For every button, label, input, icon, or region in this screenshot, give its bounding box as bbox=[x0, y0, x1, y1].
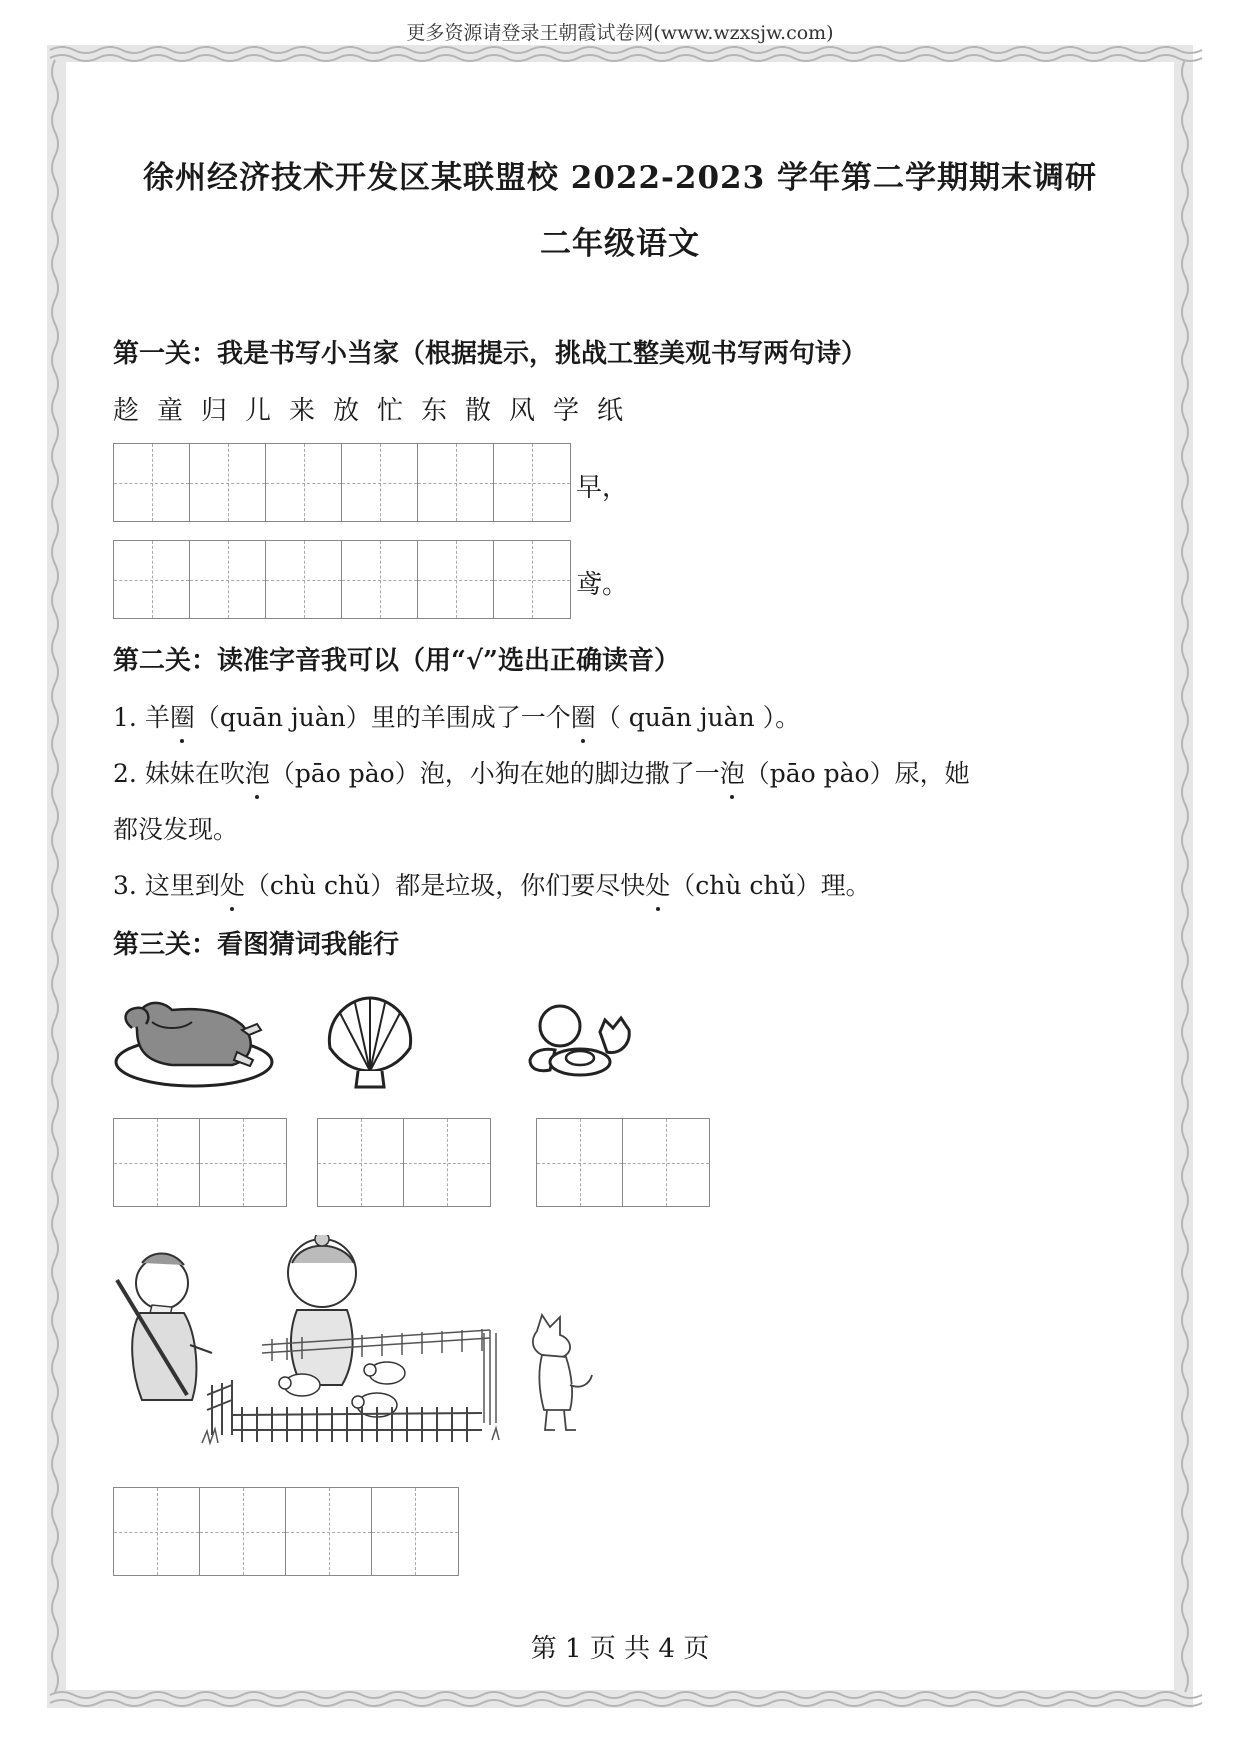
section3-heading: 第三关：看图猜词我能行 bbox=[113, 930, 400, 960]
broken-egg-image bbox=[525, 1000, 635, 1080]
question-text: 妹妹在吹 bbox=[144, 759, 245, 788]
writing-grid-row1[interactable] bbox=[113, 443, 571, 522]
exam-subtitle: 二年级语文 bbox=[540, 226, 700, 262]
question-number: 1. bbox=[113, 703, 137, 732]
answer-grid-egg[interactable] bbox=[536, 1118, 710, 1207]
row2-ending: 鸢。 bbox=[576, 570, 629, 600]
hint-char: 趁 bbox=[113, 396, 140, 426]
question-2 bbox=[113, 754, 970, 790]
hint-char: 来 bbox=[289, 396, 316, 426]
hint-char: 归 bbox=[201, 396, 228, 426]
answer-grid-idiom[interactable] bbox=[113, 1487, 459, 1576]
page-number: 第 1 页 共 4 页 bbox=[530, 1634, 710, 1664]
question-text[interactable]: （quān juàn）里的羊围成了一个 bbox=[194, 703, 571, 732]
hint-char: 童 bbox=[157, 396, 184, 426]
hint-char: 忙 bbox=[377, 396, 404, 426]
question-2-continued: 都没发现。 bbox=[113, 815, 239, 844]
hint-char: 散 bbox=[465, 396, 492, 426]
hint-char: 风 bbox=[509, 396, 536, 426]
question-text: 这里到 bbox=[144, 871, 220, 900]
writing-grid-row2[interactable] bbox=[113, 540, 571, 619]
row1-ending: 早， bbox=[576, 473, 629, 503]
roast-duck-image bbox=[112, 990, 277, 1090]
target-char: 处 bbox=[645, 866, 670, 902]
question-text: 羊 bbox=[144, 703, 170, 732]
target-char: 圈 bbox=[170, 698, 195, 734]
hint-char: 学 bbox=[553, 396, 580, 426]
shell-image bbox=[320, 993, 420, 1093]
hint-char: 儿 bbox=[245, 396, 272, 426]
pinyin-options[interactable]: （pāo pào）尿，她 bbox=[744, 759, 970, 788]
section1-heading: 第一关：我是书写小当家（根据提示，挑战工整美观书写两句诗） bbox=[113, 339, 868, 369]
character-hint-list bbox=[113, 390, 641, 427]
answer-grid-shell[interactable] bbox=[317, 1118, 491, 1207]
answer-grid-duck[interactable] bbox=[113, 1118, 287, 1207]
pinyin-options[interactable]: （chù chǔ）理。 bbox=[670, 871, 871, 900]
section2-heading: 第二关：读准字音我可以（用“√”选出正确读音） bbox=[113, 646, 680, 676]
question-number: 3. bbox=[113, 871, 137, 900]
watermark-text: 更多资源请登录王朝霞试卷网(www.wzxsjw.com) bbox=[406, 22, 834, 44]
hint-char: 纸 bbox=[597, 396, 624, 426]
exam-title: 徐州经济技术开发区某联盟校 2022-2023 学年第二学期期末调研 bbox=[142, 160, 1097, 196]
question-number: 2. bbox=[113, 759, 137, 788]
pinyin-options[interactable]: （ quān juàn ）。 bbox=[595, 703, 801, 732]
target-char: 处 bbox=[220, 866, 245, 902]
question-1 bbox=[113, 698, 800, 734]
target-char: 泡 bbox=[720, 754, 745, 790]
target-char: 泡 bbox=[245, 754, 270, 790]
question-text[interactable]: （chù chǔ）都是垃圾，你们要尽快 bbox=[244, 871, 646, 900]
question-text[interactable]: （pāo pào）泡，小狗在她的脚边撒了一 bbox=[269, 759, 720, 788]
target-char: 圈 bbox=[571, 698, 596, 734]
hint-char: 放 bbox=[333, 396, 360, 426]
sheep-pen-illustration bbox=[112, 1235, 612, 1450]
question-3 bbox=[113, 866, 871, 902]
hint-char: 东 bbox=[421, 396, 448, 426]
